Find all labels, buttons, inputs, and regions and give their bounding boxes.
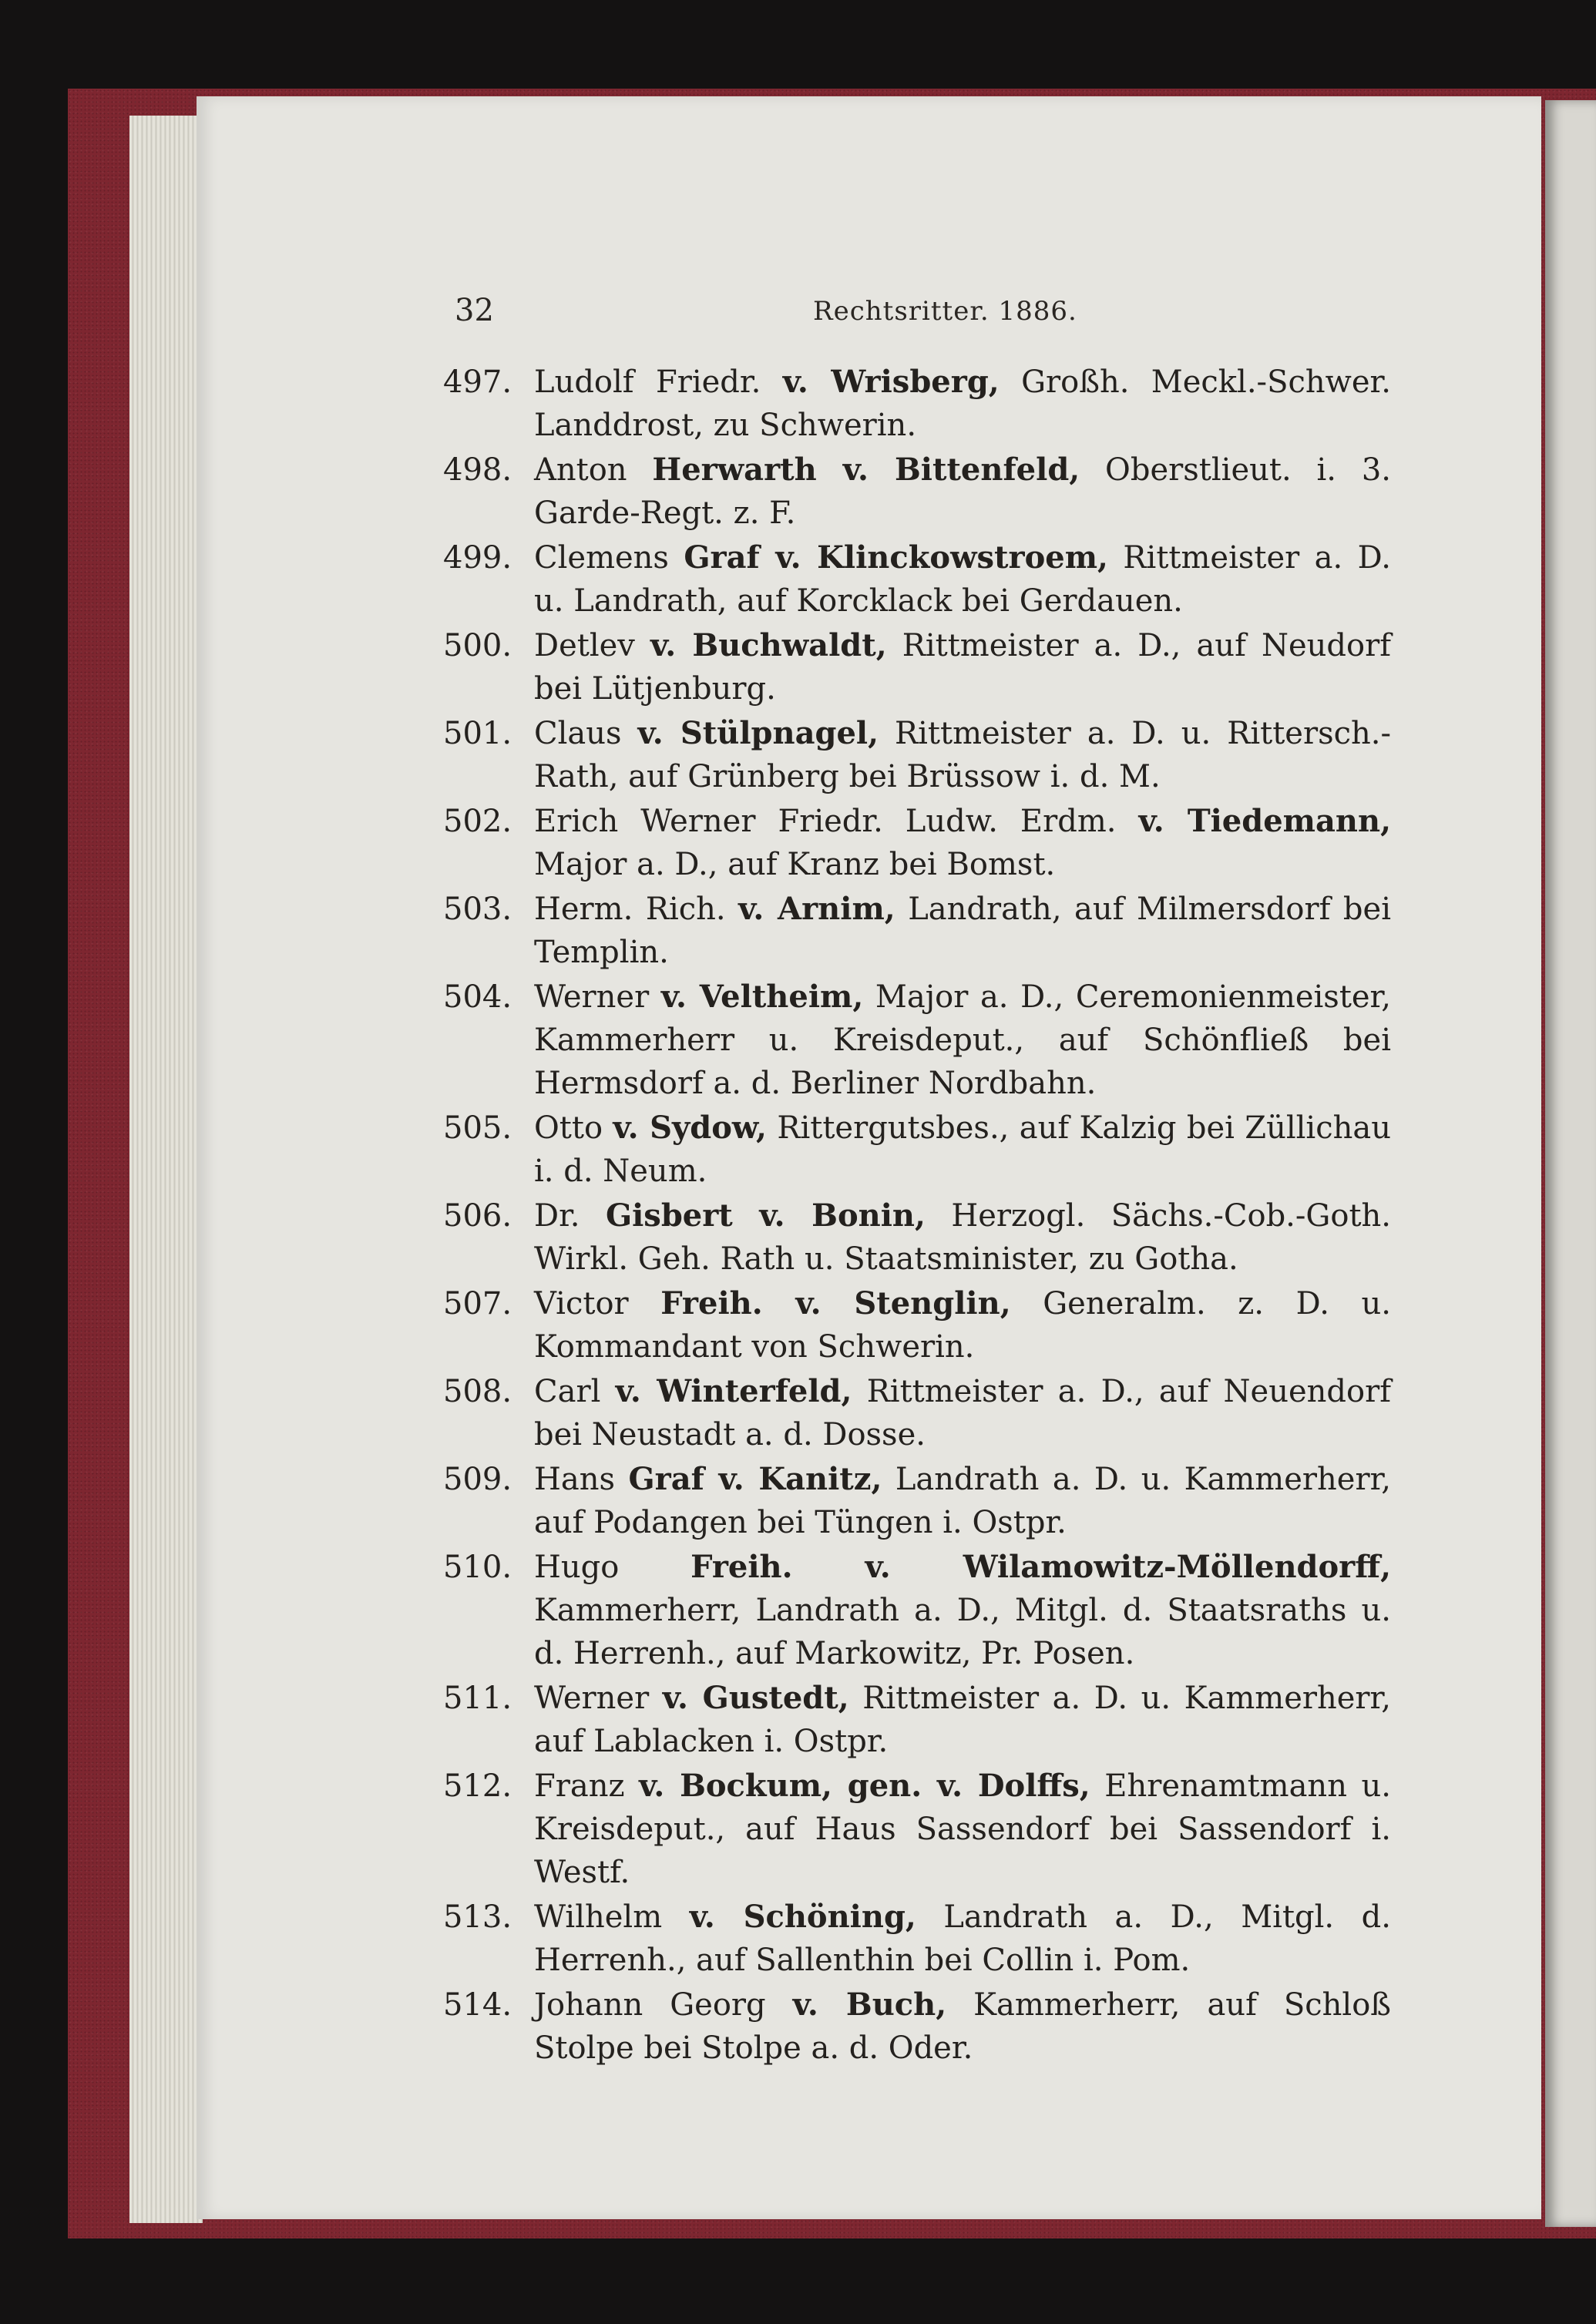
entry-description: Herzogl. Sächs.-Cob.-Goth. Wirkl. Geh. Rath u. Staatsminister, zu Gotha.: [534, 1198, 1392, 1277]
list-item: [443, 624, 1391, 710]
entry-given-name: Otto: [534, 1110, 613, 1146]
list-item: [443, 1546, 1391, 1675]
list-item: [443, 888, 1391, 974]
entry-text: [534, 712, 1391, 798]
entry-text: [534, 1677, 1391, 1763]
entry-number: 504.: [443, 979, 512, 1015]
entry-family-name: Freih. v. Wilamowitz-Möllendorff,: [690, 1549, 1392, 1585]
entry-family-name: v. Bockum, gen. v. Dolffs,: [639, 1768, 1090, 1804]
entry-description: Rittmeister a. D. u. Rittersch.-Rath, auf Grünberg bei Brüssow i. d. M.: [534, 716, 1392, 794]
entry-family-name: v. Schöning,: [689, 1899, 916, 1935]
list-item: [443, 361, 1391, 447]
entry-description: Rittmeister a. D. u. Landrath, auf Korcklack bei Gerdauen.: [534, 540, 1391, 619]
entry-text: [534, 800, 1391, 886]
entry-family-name: v. Arnim,: [738, 891, 895, 927]
entry-description: Rittergutsbes., auf Kalzig bei Züllichau i. d. Neum.: [534, 1110, 1391, 1189]
entry-description: Landrath a. D. u. Kammerherr, auf Podangen bei Tüngen i. Ostpr.: [534, 1462, 1392, 1540]
entry-number: 498.: [443, 452, 512, 488]
entry-given-name: Franz: [534, 1768, 640, 1804]
entry-given-name: Johann Georg: [534, 1987, 793, 2023]
entry-family-name: v. Wrisberg,: [782, 364, 1000, 400]
entry-number: 501.: [443, 716, 512, 751]
entry-text: [534, 1107, 1391, 1193]
entry-family-name: v. Sydow,: [613, 1110, 767, 1146]
running-title: Rechtsritter. 1886.: [813, 296, 1077, 327]
entry-number: 502.: [443, 804, 512, 839]
entry-description: Rittmeister a. D., auf Neudorf bei Lütjenburg.: [534, 628, 1391, 707]
entry-given-name: Victor: [534, 1286, 661, 1322]
entry-number: 499.: [443, 540, 512, 576]
entry-number: 507.: [443, 1286, 512, 1322]
entry-number: 509.: [443, 1462, 512, 1497]
list-item: [443, 1282, 1391, 1369]
entry-family-name: Graf v. Kanitz,: [628, 1461, 882, 1497]
entry-text: [534, 1282, 1391, 1369]
entry-description: Landrath, auf Milmersdorf bei Templin.: [534, 892, 1391, 970]
entry-given-name: Carl: [534, 1374, 616, 1409]
entry-number: 500.: [443, 628, 512, 663]
page-edges: [129, 116, 203, 2223]
entry-given-name: Hans: [534, 1462, 629, 1497]
list-item: [443, 448, 1391, 535]
entry-family-name: v. Buch,: [792, 1986, 947, 2023]
entry-text: [534, 976, 1391, 1105]
entry-family-name: Freih. v. Stenglin,: [660, 1285, 1011, 1322]
entry-description: Ehrenamtmann u. Kreisdeput., auf Haus Sassendorf bei Sassendorf i. Westf.: [534, 1768, 1392, 1890]
list-item: [443, 1370, 1391, 1456]
entry-given-name: Herm. Rich.: [534, 892, 739, 927]
entry-description: Großh. Meckl.-Schwer. Landdrost, zu Schwerin.: [534, 364, 1391, 443]
entry-given-name: Claus: [534, 716, 638, 751]
entry-number: 505.: [443, 1110, 512, 1146]
entry-description: Generalm. z. D. u. Kommandant von Schwerin.: [534, 1286, 1391, 1365]
entry-given-name: Detlev: [534, 628, 650, 663]
entry-description: Rittmeister a. D. u. Kammerherr, auf Lablacken i. Ostpr.: [534, 1681, 1391, 1759]
entry-number: 511.: [443, 1681, 512, 1716]
entry-family-name: v. Veltheim,: [660, 979, 864, 1015]
list-item: [443, 976, 1391, 1105]
entry-list: [443, 361, 1391, 2071]
entry-given-name: Werner: [534, 1681, 663, 1716]
entry-text: [534, 888, 1391, 974]
entry-text: [534, 536, 1391, 623]
entry-text: [534, 1983, 1391, 2070]
entry-number: 514.: [443, 1987, 512, 2023]
entry-description: Landrath a. D., Mitgl. d. Herrenh., auf Sallenthin bei Collin i. Pom.: [534, 1899, 1391, 1978]
entry-number: 510.: [443, 1550, 512, 1585]
entry-description: Rittmeister a. D., auf Neuendorf bei Neustadt a. d. Dosse.: [534, 1374, 1392, 1452]
entry-given-name: Dr.: [534, 1198, 606, 1234]
entry-number: 497.: [443, 364, 512, 400]
entry-text: [534, 1194, 1391, 1281]
list-item: [443, 1458, 1391, 1544]
entry-given-name: Clemens: [534, 540, 684, 576]
facing-page: [1545, 100, 1596, 2227]
list-item: [443, 536, 1391, 623]
list-item: [443, 1194, 1391, 1281]
list-item: [443, 1765, 1391, 1894]
entry-family-name: v. Winterfeld,: [615, 1373, 852, 1409]
entry-number: 506.: [443, 1198, 512, 1234]
entry-text: [534, 1765, 1391, 1894]
entry-description: Major a. D., Ceremonienmeister, Kammerherr u. Kreisdeput., auf Schönfließ bei Hermsdorf a. d. Berliner Nordbahn.: [534, 979, 1392, 1101]
entry-text: [534, 361, 1391, 447]
entry-text: [534, 624, 1391, 710]
entry-description: Kammerherr, Landrath a. D., Mitgl. d. Staatsraths u. d. Herrenh., auf Markowitz, Pr. Posen.: [534, 1593, 1391, 1671]
entry-family-name: v. Tiedemann,: [1138, 803, 1391, 839]
entry-family-name: Graf v. Klinckowstroem,: [684, 539, 1108, 576]
page-number: 32: [455, 293, 494, 328]
entry-given-name: Hugo: [534, 1550, 691, 1585]
entry-family-name: Herwarth v. Bittenfeld,: [652, 452, 1080, 488]
entry-number: 513.: [443, 1899, 512, 1935]
entry-description: Oberstlieut. i. 3. Garde-Regt. z. F.: [534, 452, 1392, 531]
entry-given-name: Ludolf Friedr.: [534, 364, 783, 400]
page-header: [455, 293, 1389, 331]
list-item: [443, 1983, 1391, 2070]
entry-text: [534, 1546, 1391, 1675]
entry-given-name: Wilhelm: [534, 1899, 690, 1935]
entry-text: [534, 1458, 1391, 1544]
entry-family-name: v. Gustedt,: [662, 1680, 849, 1716]
entry-given-name: Erich Werner Friedr. Ludw. Erdm.: [534, 804, 1139, 839]
entry-family-name: v. Buchwaldt,: [650, 627, 887, 663]
list-item: [443, 1677, 1391, 1763]
list-item: [443, 1107, 1391, 1193]
entry-number: 512.: [443, 1768, 512, 1804]
entry-description: Major a. D., auf Kranz bei Bomst.: [534, 847, 1056, 882]
list-item: [443, 712, 1391, 798]
entry-given-name: Werner: [534, 979, 661, 1015]
entry-family-name: Gisbert v. Bonin,: [605, 1197, 926, 1234]
entry-description: Kammerherr, auf Schloß Stolpe bei Stolpe a. d. Oder.: [534, 1987, 1391, 2066]
entry-family-name: v. Stülpnagel,: [637, 715, 879, 751]
list-item: [443, 800, 1391, 886]
entry-given-name: Anton: [534, 452, 653, 488]
entry-number: 508.: [443, 1374, 512, 1409]
entry-number: 503.: [443, 892, 512, 927]
entry-text: [534, 448, 1391, 535]
list-item: [443, 1896, 1391, 1982]
entry-text: [534, 1370, 1391, 1456]
entry-text: [534, 1896, 1391, 1982]
